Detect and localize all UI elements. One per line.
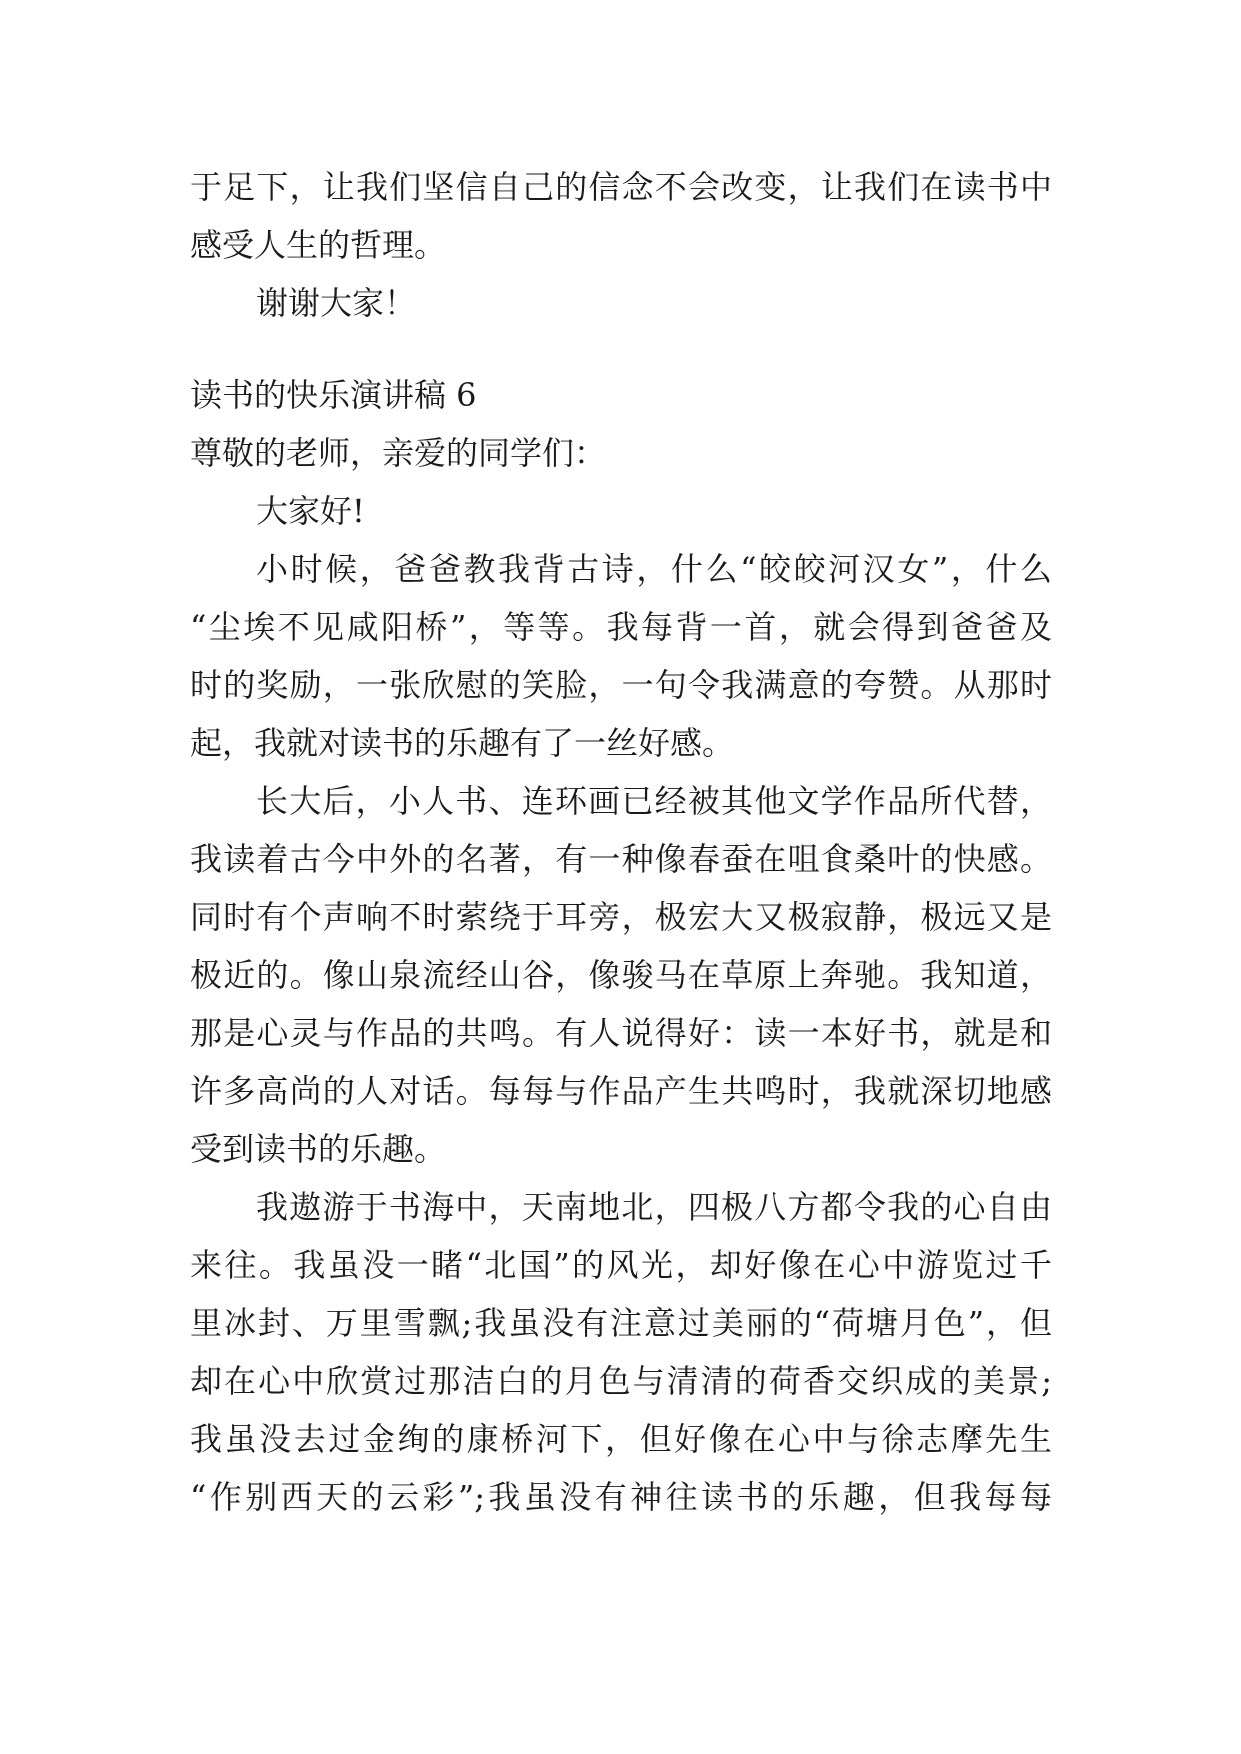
text-line: 受到读书的乐趣。 xyxy=(190,1130,447,1168)
text-line: “尘埃不见咸阳桥”，等等。我每背一首，就会得到爸爸及 xyxy=(190,608,1052,646)
section-title: 读书的快乐演讲稿 6 xyxy=(190,376,477,414)
text-line: 我读着古今中外的名著，有一种像春蚕在咀食桑叶的快感。 xyxy=(190,840,1052,878)
greeting: 大家好! xyxy=(256,492,365,530)
text-line: 那是心灵与作品的共鸣。有人说得好：读一本好书，就是和 xyxy=(190,1014,1052,1052)
text-line: 小时候，爸爸教我背古诗，什么“皎皎河汉女”，什么 xyxy=(256,550,1052,588)
text-line: 我遨游于书海中，天南地北，四极八方都令我的心自由 xyxy=(256,1188,1052,1226)
text-line: 里冰封、万里雪飘;我虽没有注意过美丽的“荷塘月色”，但 xyxy=(190,1304,1052,1342)
text-line: 于足下，让我们坚信自己的信念不会改变，让我们在读书中 xyxy=(190,168,1052,206)
text-line: 我虽没去过金绚的康桥河下，但好像在心中与徐志摩先生 xyxy=(190,1420,1052,1458)
text-line: 感受人生的哲理。 xyxy=(190,226,447,264)
text-line: 长大后，小人书、连环画已经被其他文学作品所代替， xyxy=(256,782,1052,820)
text-line: 时的奖励，一张欣慰的笑脸，一句令我满意的夸赞。从那时 xyxy=(190,666,1052,704)
salutation: 尊敬的老师，亲爱的同学们： xyxy=(190,434,607,472)
text-line: 来往。我虽没一睹“北国”的风光，却好像在心中游览过千 xyxy=(190,1246,1052,1284)
text-line: 极近的。像山泉流经山谷，像骏马在草原上奔驰。我知道， xyxy=(190,956,1052,994)
text-line: “作别西天的云彩”;我虽没有神往读书的乐趣，但我每每 xyxy=(190,1478,1052,1516)
document-body xyxy=(190,158,1052,1526)
text-line: 起，我就对读书的乐趣有了一丝好感。 xyxy=(190,724,735,762)
text-line: 许多高尚的人对话。每每与作品产生共鸣时，我就深切地感 xyxy=(190,1072,1052,1110)
closing-thanks: 谢谢大家！ xyxy=(256,284,417,322)
text-line: 同时有个声响不时萦绕于耳旁，极宏大又极寂静，极远又是 xyxy=(190,898,1052,936)
text-line: 却在心中欣赏过那洁白的月色与清清的荷香交织成的美景; xyxy=(190,1362,1052,1400)
